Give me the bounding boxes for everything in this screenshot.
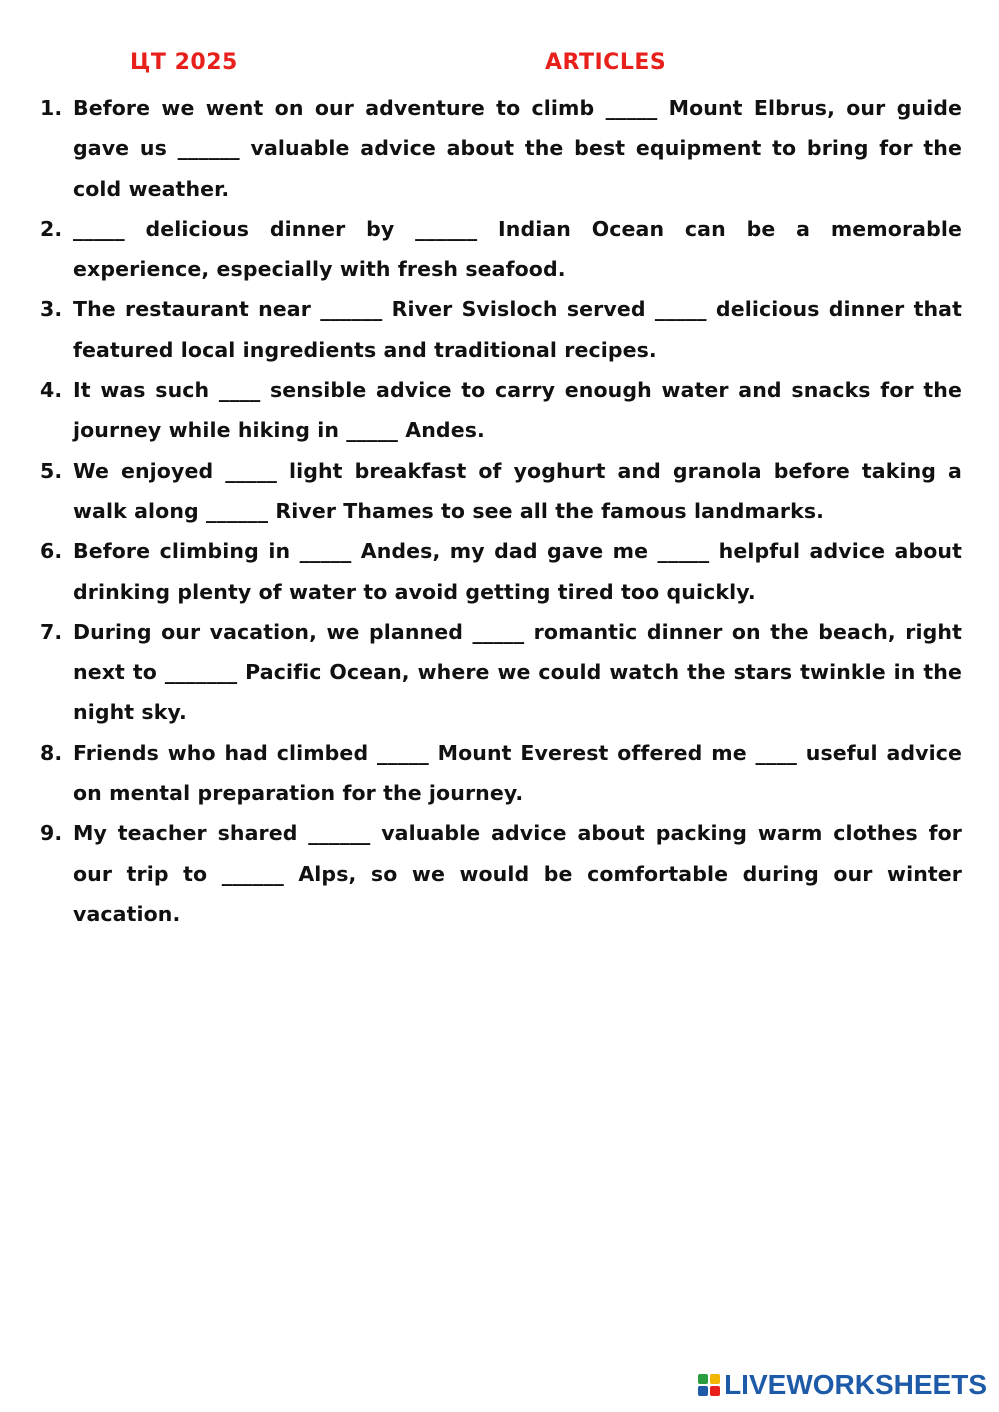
question-text: _____ delicious dinner by ______ Indian Ocean can be a memorable experience, especially with fresh seafood. (73, 216, 962, 282)
question-item (40, 451, 962, 532)
question-number: 1. (40, 96, 63, 120)
question-number: 9. (40, 821, 63, 846)
liveworksheets-logo[interactable] (698, 1370, 987, 1400)
question-item (40, 370, 962, 451)
question-item (40, 209, 962, 290)
question-list (40, 88, 962, 934)
question-text: It was such ____ sensible advice to carry enough water and snacks for the journey while hiking in _____ Andes. (73, 378, 962, 443)
worksheet-title: ARTICLES (545, 50, 667, 75)
question-number: 7. (40, 619, 63, 644)
worksheet-header (0, 50, 999, 84)
question-text: The restaurant near ______ River Svisloch served _____ delicious dinner that featured local ingredients and traditional recipes. (73, 297, 962, 362)
question-text: During our vacation, we planned _____ romantic dinner on the beach, right next to _______ Pacific Ocean, where we could watch the stars twinkle in the night sky. (73, 619, 962, 725)
question-text: Friends who had climbed _____ Mount Everest offered me ____ useful advice on mental preparation for the journey. (73, 740, 962, 806)
question-number: 5. (40, 458, 63, 483)
question-number: 6. (40, 539, 63, 564)
question-number: 4. (40, 378, 63, 403)
question-item (40, 88, 962, 209)
question-number: 8. (40, 740, 63, 765)
question-text: We enjoyed _____ light breakfast of yoghurt and granola before taking a walk along ______ River Thames to see all the famous landmarks. (73, 458, 962, 523)
question-number: 2. (40, 216, 63, 241)
question-text: Before climbing in _____ Andes, my dad gave me _____ helpful advice about drinking plenty of water to avoid getting tired too quickly. (73, 539, 962, 604)
question-item (40, 733, 962, 814)
question-text: Before we went on our adventure to climb _____ Mount Elbrus, our guide gave us ______ valuable advice about the best equipment to bring for the cold weather. (73, 96, 962, 201)
liveworksheets-logo-icon (698, 1374, 720, 1396)
exam-code: ЦТ 2025 (130, 50, 238, 75)
question-item (40, 289, 962, 370)
question-text: My teacher shared ______ valuable advice about packing warm clothes for our trip to ______ Alps, so we would be comfortable during our winter vacation. (73, 821, 962, 926)
question-number: 3. (40, 297, 63, 322)
logo-text: LIVEWORKSHEETS (724, 1369, 987, 1400)
question-item (40, 612, 962, 733)
question-item (40, 813, 962, 934)
question-item (40, 531, 962, 612)
